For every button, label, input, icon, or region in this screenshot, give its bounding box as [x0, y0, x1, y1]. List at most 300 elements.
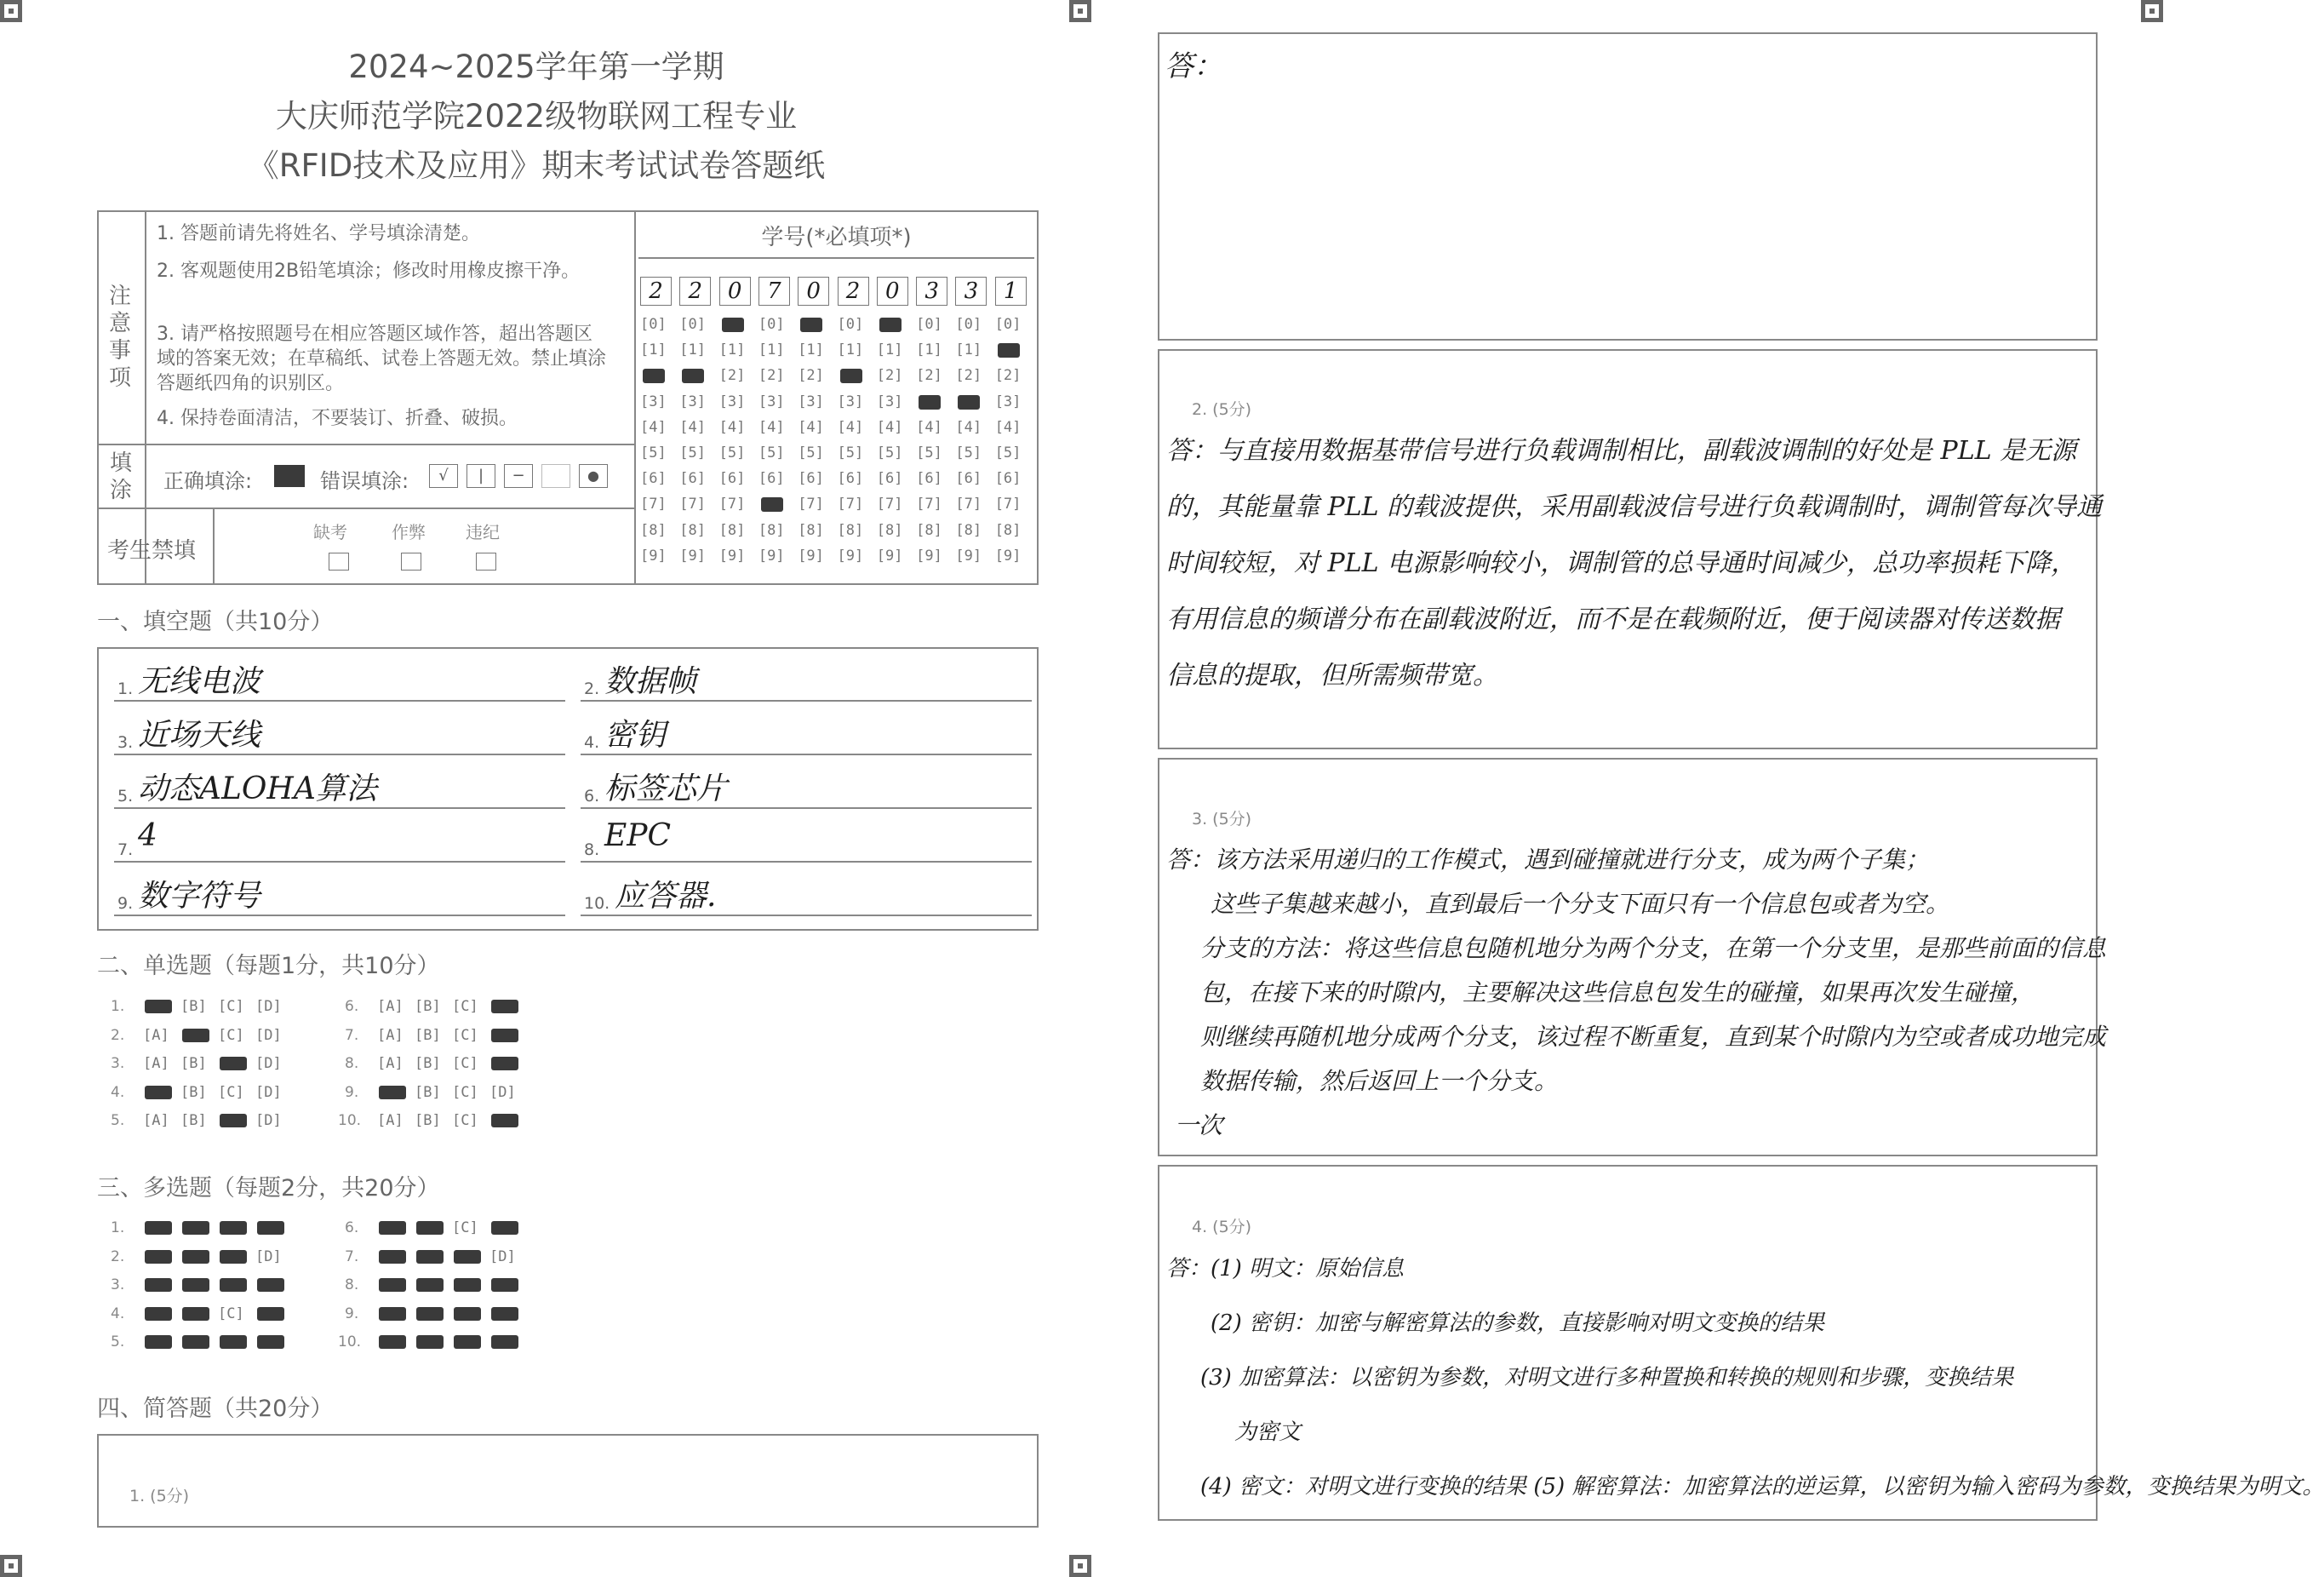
multi-choice-option-filled[interactable] — [491, 1307, 518, 1321]
student-id-bubble[interactable]: [9] — [876, 547, 903, 565]
student-id-bubble[interactable]: [1] — [640, 341, 667, 359]
section1-title: 一、填空题（共10分） — [97, 609, 334, 635]
student-id-bubble[interactable]: [9] — [679, 547, 707, 565]
multi-choice-option-filled[interactable] — [416, 1335, 444, 1349]
single-choice-option[interactable]: [D] — [255, 1055, 282, 1072]
single-choice-option[interactable]: [B] — [180, 1112, 207, 1129]
fill-blank-answer: 4 — [138, 818, 157, 853]
student-id-bubble[interactable]: [4] — [837, 418, 864, 436]
single-choice-option[interactable]: [B] — [180, 1055, 207, 1072]
student-id-bubble[interactable]: [6] — [798, 470, 824, 488]
fill-blank-number: 10. — [584, 894, 610, 913]
student-id-bubble-filled[interactable] — [840, 369, 862, 383]
multi-choice-question-number: 5. — [111, 1333, 125, 1350]
student-id-bubble[interactable]: [6] — [955, 470, 982, 488]
multi-choice-option-filled[interactable] — [220, 1335, 247, 1349]
student-id-bubble[interactable]: [1] — [718, 341, 746, 359]
single-choice-option[interactable]: [D] — [255, 1112, 282, 1129]
multi-choice-option-filled[interactable] — [257, 1278, 284, 1292]
student-id-bubble[interactable]: [8] — [994, 521, 1022, 539]
student-id-bubble[interactable]: [2] — [994, 367, 1022, 385]
single-choice-option[interactable]: [A] — [377, 1055, 404, 1072]
student-id-bubble[interactable]: [0] — [640, 316, 667, 333]
notice-item-4: 4. 保持卷面清洁，不要装订、折叠、破损。 — [157, 408, 518, 429]
multi-choice-option-filled[interactable] — [416, 1221, 444, 1235]
student-id-bubble[interactable]: [2] — [876, 367, 903, 385]
fill-blank-answer: 标签芯片 — [604, 771, 728, 806]
single-choice-option[interactable]: [C] — [218, 998, 244, 1015]
student-id-bubble-filled[interactable] — [998, 343, 1020, 358]
single-choice-option[interactable]: [A] — [143, 1112, 169, 1129]
header-term: 2024~2025学年第一学期 — [348, 49, 724, 85]
wrong-sample-check: √ — [429, 464, 458, 488]
answer-line: 时间较短，对 PLL 电源影响较小，调制管的总导通时间减少，总功率损耗下降， — [1166, 548, 2077, 578]
multi-choice-question-number: 6. — [345, 1219, 359, 1236]
section3-title: 三、多选题（每题2分，共20分） — [97, 1175, 440, 1201]
single-choice-option[interactable]: [C] — [452, 1026, 478, 1044]
student-id-bubble[interactable]: [9] — [758, 547, 785, 565]
single-choice-option[interactable]: [B] — [180, 998, 207, 1015]
student-id-bubble[interactable]: [5] — [955, 444, 982, 462]
student-id-digit-cell: 3 — [916, 277, 947, 306]
fill-blank-underline — [581, 915, 1032, 916]
single-choice-option[interactable]: [B] — [180, 1083, 207, 1101]
student-id-bubble[interactable]: [4] — [876, 418, 903, 436]
student-id-bubble-filled[interactable] — [919, 395, 941, 410]
student-id-bubble[interactable]: [2] — [758, 367, 785, 385]
answer-line: (4) 密文：对明文进行变换的结果 (5) 解密算法：加密算法的逆运算，以密钥为输入密码为参数，变换结果为明文。 — [1200, 1474, 2324, 1500]
multi-choice-question-number: 2. — [111, 1247, 125, 1265]
student-id-bubble[interactable]: [9] — [955, 547, 982, 565]
multi-choice-option-filled[interactable] — [454, 1335, 481, 1349]
answer-line: 信息的提取，但所需频带宽。 — [1166, 661, 1498, 691]
student-id-bubble[interactable]: [8] — [876, 521, 903, 539]
multi-choice-option-filled[interactable] — [257, 1307, 284, 1321]
student-id-bubble[interactable]: [7] — [798, 496, 824, 513]
multi-choice-option-filled[interactable] — [491, 1221, 518, 1235]
fill-blank-underline — [581, 861, 1032, 863]
multi-choice-option-filled[interactable] — [491, 1278, 518, 1292]
student-id-bubble[interactable]: [1] — [798, 341, 824, 359]
student-id-bubble[interactable]: [2] — [798, 367, 824, 385]
multi-choice-option-filled[interactable] — [257, 1335, 284, 1349]
forbid-option-cheat: 作弊 — [392, 522, 426, 542]
wrong-sample-dot: ● — [579, 464, 608, 488]
student-id-bubble[interactable]: [1] — [955, 341, 982, 359]
multi-choice-option-filled[interactable] — [182, 1221, 209, 1235]
notice-item-2: 2. 客观题使用2B铅笔填涂；修改时用橡皮擦干净。 — [157, 261, 581, 282]
fill-blank-item — [581, 709, 1032, 757]
fill-blank-number: 4. — [584, 733, 600, 752]
multi-choice-option-filled[interactable] — [182, 1250, 209, 1264]
student-id-bubble[interactable]: [0] — [916, 316, 942, 333]
student-id-digit-cell: 3 — [955, 277, 987, 306]
student-id-bubble[interactable]: [7] — [994, 496, 1022, 513]
multi-choice-question-number: 4. — [111, 1305, 125, 1322]
student-id-bubble[interactable]: [5] — [876, 444, 903, 462]
forbid-option-absent: 缺考 — [313, 522, 347, 542]
fill-blank-number: 2. — [584, 680, 600, 698]
student-id-bubble[interactable]: [5] — [798, 444, 824, 462]
single-choice-option[interactable]: [D] — [255, 998, 282, 1015]
fill-blank-answer: 应答器. — [615, 879, 717, 914]
student-id-bubble[interactable]: [7] — [876, 496, 903, 513]
student-id-bubble[interactable]: [5] — [758, 444, 785, 462]
corner-mark-bottom-left — [0, 1555, 22, 1577]
single-choice-option-filled[interactable] — [491, 1000, 518, 1013]
student-id-bubble[interactable]: [7] — [916, 496, 942, 513]
student-id-bubble[interactable]: [2] — [718, 367, 746, 385]
corner-mark-bottom-middle — [1069, 1555, 1091, 1577]
single-choice-option[interactable]: [A] — [377, 998, 404, 1015]
student-id-bubble[interactable]: [2] — [955, 367, 982, 385]
q2-label: 2. (5分) — [1192, 400, 1252, 419]
wrong-sample-dash: − — [504, 464, 533, 488]
fill-blank-item — [114, 817, 565, 864]
student-id-bubble[interactable]: [3] — [758, 393, 785, 410]
student-id-bubble[interactable]: [3] — [640, 393, 667, 410]
single-choice-question-number: 3. — [111, 1055, 125, 1072]
fill-blank-item — [581, 817, 1032, 864]
student-id-bubble[interactable]: [9] — [837, 547, 864, 565]
student-id-bubble[interactable]: [3] — [837, 393, 864, 410]
student-id-bubble[interactable]: [4] — [955, 418, 982, 436]
header-exam-title: 《RFID技术及应用》期末考试试卷答题纸 — [247, 147, 826, 184]
single-choice-option[interactable]: [C] — [218, 1083, 244, 1101]
multi-choice-option-filled[interactable] — [416, 1250, 444, 1264]
corner-mark-top-right — [2141, 0, 2163, 22]
student-id-bubble[interactable]: [4] — [718, 418, 746, 436]
student-id-bubble[interactable]: [5] — [640, 444, 667, 462]
student-id-bubble[interactable]: [4] — [916, 418, 942, 436]
student-id-bubble[interactable]: [1] — [876, 341, 903, 359]
multi-choice-option-filled[interactable] — [145, 1278, 172, 1292]
answer-line: 数据传输，然后返回上一个分支。 — [1200, 1067, 1559, 1095]
multi-choice-option-filled[interactable] — [145, 1250, 172, 1264]
student-id-bubble[interactable]: [1] — [837, 341, 864, 359]
fill-blank-underline — [114, 861, 565, 863]
student-id-bubble[interactable]: [6] — [916, 470, 942, 488]
student-id-bubble[interactable]: [9] — [916, 547, 942, 565]
student-id-bubble[interactable]: [8] — [640, 521, 667, 539]
student-id-bubble[interactable]: [3] — [679, 393, 707, 410]
student-id-bubble[interactable]: [8] — [758, 521, 785, 539]
student-id-bubble[interactable]: [3] — [994, 393, 1022, 410]
multi-choice-option-filled[interactable] — [145, 1335, 172, 1349]
single-choice-option[interactable]: [D] — [255, 1026, 282, 1044]
section2-title: 二、单选题（每题1分，共10分） — [97, 953, 440, 979]
fill-blank-answer: 近场天线 — [138, 718, 261, 753]
student-id-bubble[interactable]: [6] — [718, 470, 746, 488]
fill-blank-number: 5. — [117, 787, 134, 806]
student-id-bubble[interactable]: [9] — [640, 547, 667, 565]
student-id-bubble[interactable]: [1] — [916, 341, 942, 359]
student-id-bubble[interactable]: [0] — [758, 316, 785, 333]
fill-blank-answer: EPC — [604, 818, 672, 853]
fill-blank-underline — [114, 754, 565, 755]
multi-choice-question-number: 1. — [111, 1219, 125, 1236]
single-choice-question-number: 9. — [345, 1083, 359, 1101]
single-choice-option-filled[interactable] — [220, 1057, 247, 1070]
wrong-sample-bar: | — [467, 464, 495, 488]
multi-choice-question-number: 8. — [345, 1276, 359, 1293]
multi-choice-option[interactable]: [D] — [489, 1247, 516, 1265]
answer-line: (2) 密钥：加密与解密算法的参数，直接影响对明文变换的结果 — [1211, 1310, 1825, 1336]
fill-blank-answer: 动态ALOHA算法 — [138, 771, 377, 806]
short-answer-q1-label: 1. (5分) — [129, 1487, 190, 1505]
single-choice-option[interactable]: [C] — [452, 1055, 478, 1072]
fill-blank-underline — [581, 700, 1032, 702]
fill-blank-number: 9. — [117, 894, 134, 913]
notice-item-3: 3. 请严格按照题号在相应答题区域作答，超出答题区域的答案无效；在草稿纸、试卷上答题无效。禁止填涂答题纸四角的识别区。 — [157, 324, 607, 394]
student-id-bubble[interactable]: [0] — [955, 316, 982, 333]
student-id-bubble[interactable]: [8] — [679, 521, 707, 539]
multi-choice-question-number: 10. — [338, 1333, 362, 1350]
single-choice-question-number: 10. — [338, 1112, 362, 1129]
forbid-label: 考生禁填 — [107, 538, 197, 564]
student-id-bubble[interactable]: [8] — [916, 521, 942, 539]
fill-blank-answer: 无线电波 — [138, 664, 261, 699]
single-choice-option[interactable]: [B] — [415, 1055, 441, 1072]
multi-choice-option-filled[interactable] — [220, 1221, 247, 1235]
multi-choice-question-number: 7. — [345, 1247, 359, 1265]
student-id-digit-cell: 1 — [995, 277, 1027, 306]
fill-blank-underline — [581, 754, 1032, 755]
fill-blank-answer: 数字符号 — [138, 879, 261, 914]
single-choice-option-filled[interactable] — [145, 1086, 172, 1099]
single-choice-option[interactable]: [B] — [415, 1083, 441, 1101]
student-id-bubble[interactable]: [0] — [679, 316, 707, 333]
student-id-bubble-filled[interactable] — [722, 318, 744, 332]
single-choice-question-number: 5. — [111, 1112, 125, 1129]
fill-blank-item — [581, 656, 1032, 703]
single-choice-option-filled[interactable] — [491, 1029, 518, 1042]
student-id-bubble[interactable]: [3] — [718, 393, 746, 410]
student-id-digit-cell: 2 — [640, 277, 672, 306]
student-id-bubble[interactable]: [7] — [718, 496, 746, 513]
student-id-bubble[interactable]: [0] — [837, 316, 864, 333]
fill-blank-underline — [114, 807, 565, 809]
student-id-bubble[interactable]: [9] — [994, 547, 1022, 565]
single-choice-option[interactable]: [C] — [452, 998, 478, 1015]
student-id-bubble-filled[interactable] — [958, 395, 980, 410]
student-id-bubble[interactable]: [8] — [798, 521, 824, 539]
q1-continued-answer: 答： — [1165, 49, 1222, 83]
single-choice-option[interactable]: [C] — [452, 1083, 478, 1101]
student-id-digit-cell: 7 — [758, 277, 790, 306]
student-id-bubble[interactable]: [4] — [758, 418, 785, 436]
student-id-bubble[interactable]: [5] — [837, 444, 864, 462]
q1-continued-box — [1158, 32, 2098, 341]
multi-choice-option-filled[interactable] — [379, 1250, 406, 1264]
multi-choice-option-filled[interactable] — [491, 1335, 518, 1349]
single-choice-option[interactable]: [A] — [377, 1026, 404, 1044]
answer-line: 有用信息的频谱分布在副载波附近，而不是在载频附近，便于阅读器对传送数据 — [1166, 605, 2060, 634]
answer-line: 这些子集越来越小，直到最后一个分支下面只有一个信息包或者为空。 — [1211, 890, 1950, 918]
single-choice-option[interactable]: [D] — [489, 1083, 516, 1101]
student-id-bubble[interactable]: [1] — [679, 341, 707, 359]
fill-blank-item — [114, 656, 565, 703]
student-id-digit-cell: 2 — [838, 277, 869, 306]
multi-choice-option[interactable]: [C] — [452, 1219, 478, 1236]
student-id-bubble[interactable]: [7] — [955, 496, 982, 513]
student-id-bubble[interactable]: [0] — [994, 316, 1022, 333]
multi-choice-option-filled[interactable] — [379, 1335, 406, 1349]
multi-choice-option-filled[interactable] — [220, 1278, 247, 1292]
student-id-digit-cell: 0 — [798, 277, 829, 306]
fill-correct-label: 正确填涂: — [163, 469, 253, 493]
fill-blank-underline — [114, 700, 565, 702]
student-id-bubble[interactable]: [8] — [955, 521, 982, 539]
multi-choice-option-filled[interactable] — [257, 1221, 284, 1235]
multi-choice-option-filled[interactable] — [145, 1221, 172, 1235]
student-id-bubble[interactable]: [5] — [718, 444, 746, 462]
student-id-bubble[interactable]: [4] — [679, 418, 707, 436]
multi-choice-option[interactable]: [C] — [218, 1305, 244, 1322]
answer-line: (3) 加密算法：以密钥为参数，对明文进行多种置换和转换的规则和步骤，变换结果 — [1200, 1365, 2014, 1391]
student-id-bubble[interactable]: [7] — [679, 496, 707, 513]
student-id-bubble[interactable]: [4] — [994, 418, 1022, 436]
single-choice-option[interactable]: [B] — [415, 1112, 441, 1129]
student-id-bubble[interactable]: [2] — [916, 367, 942, 385]
answer-line: 答：该方法采用递归的工作模式，遇到碰撞就进行分支，成为两个子集； — [1166, 846, 1930, 874]
student-id-bubble[interactable]: [6] — [758, 470, 785, 488]
student-id-bubble[interactable]: [8] — [837, 521, 864, 539]
single-choice-option[interactable]: [A] — [143, 1026, 169, 1044]
student-id-bubble[interactable]: [3] — [876, 393, 903, 410]
forbid-checkbox-absent[interactable] — [329, 553, 349, 571]
student-id-bubble[interactable]: [8] — [718, 521, 746, 539]
single-choice-question-number: 1. — [111, 998, 125, 1015]
single-choice-question-number: 8. — [345, 1055, 359, 1072]
multi-choice-option-filled[interactable] — [379, 1221, 406, 1235]
single-choice-option-filled[interactable] — [145, 1000, 172, 1013]
corner-mark-top-left — [0, 0, 22, 22]
student-id-bubble-filled[interactable] — [761, 497, 783, 512]
answer-line: 的，其能量靠 PLL 的载波提供，采用副载波信号进行负载调制时，调制管每次导通 — [1166, 492, 2103, 522]
q4-label: 4. (5分) — [1192, 1218, 1252, 1236]
multi-choice-option-filled[interactable] — [220, 1250, 247, 1264]
fill-blank-number: 7. — [117, 840, 134, 859]
student-id-bubble[interactable]: [4] — [798, 418, 824, 436]
single-choice-option[interactable]: [C] — [218, 1026, 244, 1044]
q3-label: 3. (5分) — [1192, 810, 1252, 829]
answer-line: 一次 — [1175, 1111, 1223, 1139]
student-id-digit-cell: 2 — [679, 277, 711, 306]
multi-choice-option-filled[interactable] — [379, 1307, 406, 1321]
fill-blank-underline — [581, 807, 1032, 809]
student-id-bubble-filled[interactable] — [643, 369, 665, 383]
multi-choice-option-filled[interactable] — [182, 1278, 209, 1292]
single-choice-option-filled[interactable] — [491, 1057, 518, 1070]
student-id-bubble-filled[interactable] — [800, 318, 822, 332]
fill-blank-item — [114, 870, 565, 918]
fill-blank-item — [114, 763, 565, 811]
student-id-bubble[interactable]: [7] — [837, 496, 864, 513]
student-id-bubble[interactable]: [4] — [640, 418, 667, 436]
student-id-bubble[interactable]: [7] — [640, 496, 667, 513]
section4-title: 四、简答题（共20分） — [97, 1396, 334, 1422]
fill-blank-number: 3. — [117, 733, 134, 752]
fill-blank-number: 6. — [584, 787, 600, 806]
single-choice-option[interactable]: [C] — [452, 1112, 478, 1129]
fill-blank-answer: 密钥 — [604, 718, 667, 753]
student-id-digit-cell: 0 — [877, 277, 908, 306]
answer-line: 包，在接下来的时隙内，主要解决这些信息包发生的碰撞，如果再次发生碰撞， — [1200, 978, 2035, 1006]
student-id-bubble[interactable]: [9] — [718, 547, 746, 565]
single-choice-option[interactable]: [B] — [415, 1026, 441, 1044]
student-id-bubble[interactable]: [6] — [679, 470, 707, 488]
single-choice-question-number: 6. — [345, 998, 359, 1015]
student-id-bubble[interactable]: [3] — [798, 393, 824, 410]
notice-item-1: 1. 答题前请先将姓名、学号填涂清楚。 — [157, 223, 480, 244]
fill-blank-item — [114, 709, 565, 757]
student-id-title: 学号(*必填项*) — [761, 225, 912, 250]
fill-blank-underline — [114, 915, 565, 916]
fill-blank-answer: 数据帧 — [604, 664, 697, 699]
multi-choice-option-filled[interactable] — [145, 1307, 172, 1321]
student-id-bubble[interactable]: [5] — [916, 444, 942, 462]
single-choice-option-filled[interactable] — [379, 1086, 406, 1099]
student-id-bubble[interactable]: [5] — [679, 444, 707, 462]
multi-choice-option-filled[interactable] — [416, 1307, 444, 1321]
multi-choice-option-filled[interactable] — [454, 1250, 481, 1264]
multi-choice-option-filled[interactable] — [416, 1278, 444, 1292]
multi-choice-option[interactable]: [D] — [255, 1247, 282, 1265]
fill-label: 填涂 — [110, 450, 133, 503]
single-choice-option[interactable]: [A] — [143, 1055, 169, 1072]
single-choice-question-number: 4. — [111, 1083, 125, 1101]
student-id-bubble[interactable]: [6] — [640, 470, 667, 488]
single-choice-option-filled[interactable] — [220, 1114, 247, 1127]
fill-blank-item — [581, 870, 1032, 918]
student-id-bubble[interactable]: [9] — [798, 547, 824, 565]
multi-choice-option-filled[interactable] — [454, 1307, 481, 1321]
student-id-bubble[interactable]: [5] — [994, 444, 1022, 462]
fill-blank-number: 8. — [584, 840, 600, 859]
notice-label: 注意事项 — [109, 284, 132, 391]
multi-choice-option-filled[interactable] — [379, 1278, 406, 1292]
fill-blank-number: 1. — [117, 680, 134, 698]
fill-blank-item — [581, 763, 1032, 811]
single-choice-question-number: 2. — [111, 1026, 125, 1044]
single-choice-question-number: 7. — [345, 1026, 359, 1044]
single-choice-option-filled[interactable] — [491, 1114, 518, 1127]
student-id-bubble-filled[interactable] — [682, 369, 704, 383]
student-id-digit-cell: 0 — [719, 277, 751, 306]
multi-choice-question-number: 3. — [111, 1276, 125, 1293]
forbid-checkbox-cheat[interactable] — [401, 553, 421, 571]
forbid-option-violation: 违纪 — [466, 522, 500, 542]
multi-choice-question-number: 9. — [345, 1305, 359, 1322]
multi-choice-option-filled[interactable] — [182, 1307, 209, 1321]
student-id-bubble[interactable]: [6] — [994, 470, 1022, 488]
student-id-bubble-filled[interactable] — [879, 318, 902, 332]
single-choice-option-filled[interactable] — [182, 1029, 209, 1042]
student-id-bubble[interactable]: [6] — [837, 470, 864, 488]
forbid-checkbox-violation[interactable] — [476, 553, 496, 571]
multi-choice-option-filled[interactable] — [454, 1278, 481, 1292]
single-choice-option[interactable]: [B] — [415, 998, 441, 1015]
student-id-bubble[interactable]: [6] — [876, 470, 903, 488]
student-id-bubble[interactable]: [1] — [758, 341, 785, 359]
corner-mark-top-middle — [1069, 0, 1091, 22]
answer-line: 答：(1) 明文：原始信息 — [1166, 1256, 1405, 1282]
multi-choice-option-filled[interactable] — [182, 1335, 209, 1349]
single-choice-option[interactable]: [A] — [377, 1112, 404, 1129]
answer-line: 则继续再随机地分成两个分支，该过程不断重复，直到某个时隙内为空或者成功地完成 — [1200, 1023, 2107, 1051]
single-choice-option[interactable]: [D] — [255, 1083, 282, 1101]
